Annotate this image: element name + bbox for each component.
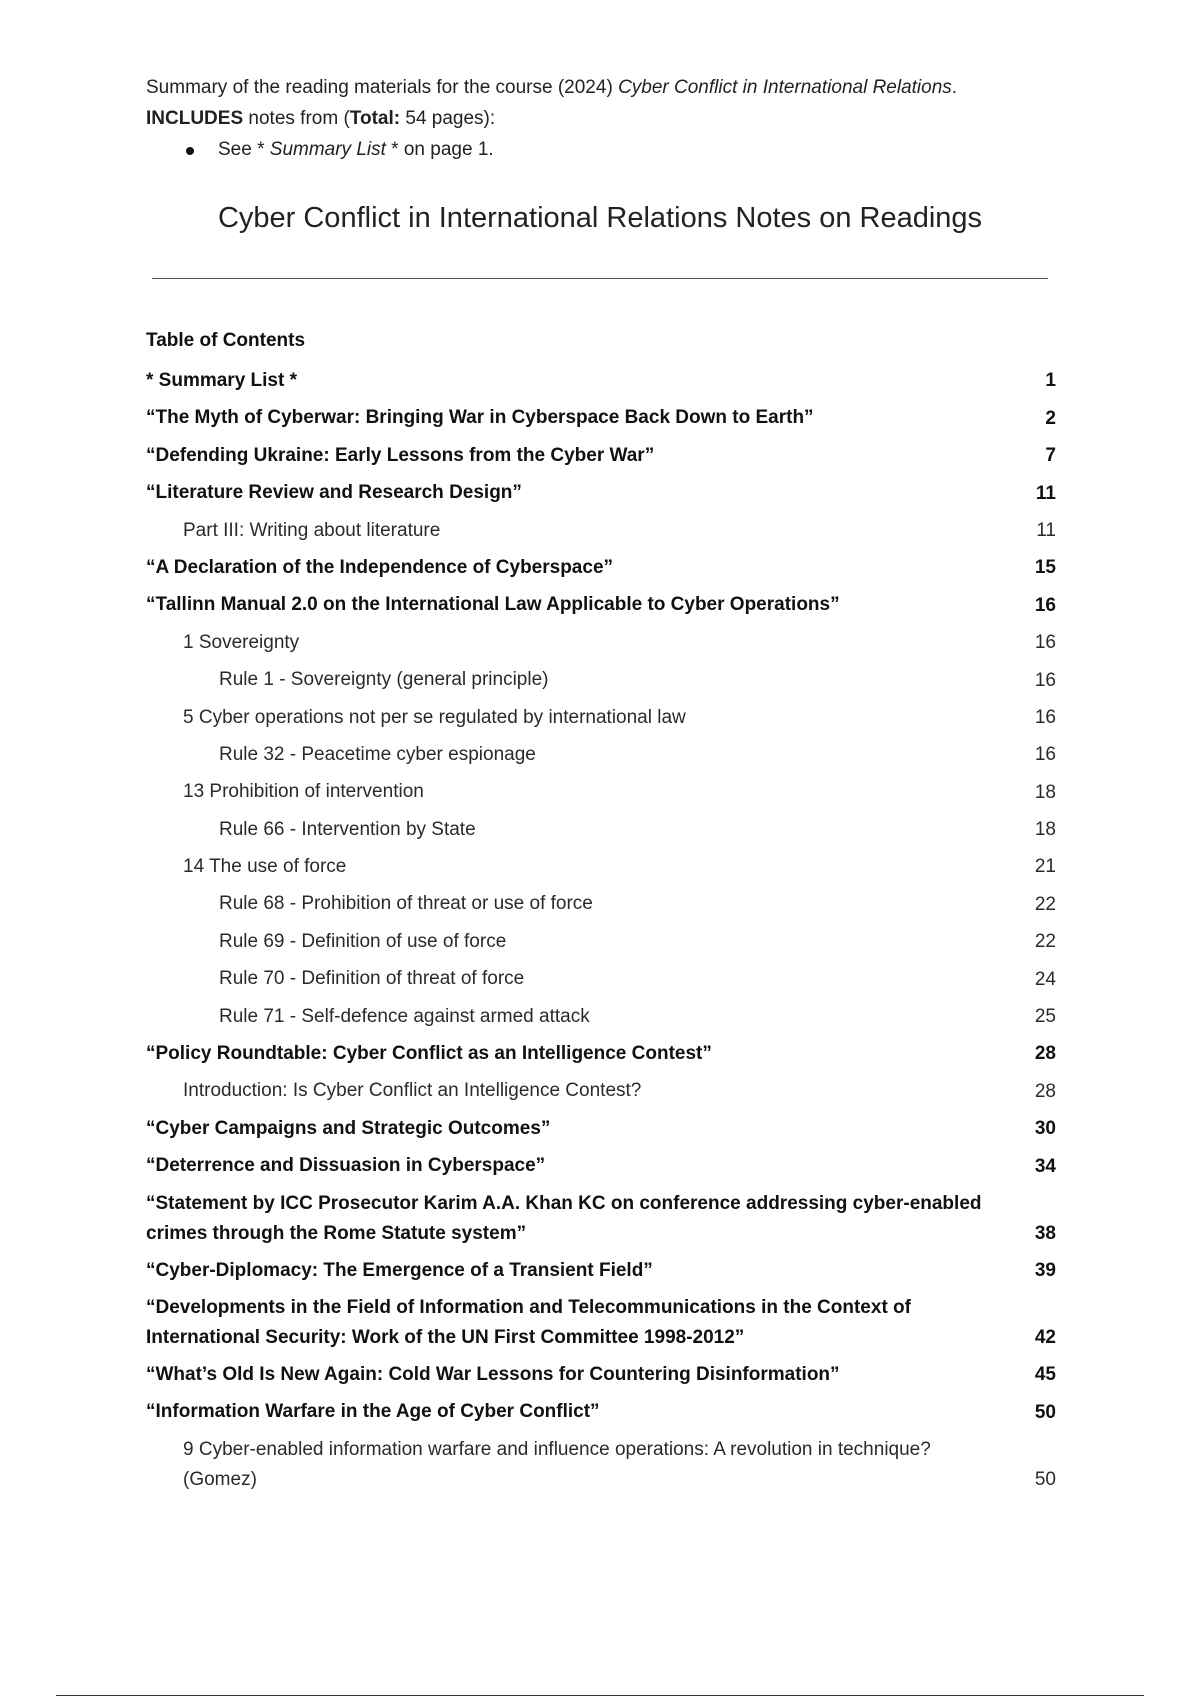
toc-entry-page-number: 38	[1034, 1222, 1056, 1244]
summary-bullet	[146, 134, 1066, 165]
toc-entry[interactable]	[146, 1186, 1056, 1253]
toc-entry-page-number: 50	[1034, 1468, 1056, 1490]
toc-entry[interactable]	[146, 812, 1056, 849]
toc-entry[interactable]	[146, 400, 1056, 437]
intro-text: Summary of the reading materials for the course (2024)	[146, 77, 619, 98]
bullet-see: See *	[218, 139, 270, 160]
toc-entry-page-number: 34	[1034, 1155, 1056, 1177]
toc-entry[interactable]	[146, 587, 1056, 624]
toc-entry[interactable]	[146, 1148, 1056, 1185]
document-header	[146, 72, 1066, 165]
bullet-text	[218, 139, 494, 160]
toc-entry-title: “Cyber-Diplomacy: The Emergence of a Transient Field”	[146, 1259, 653, 1281]
toc-entry-title: Rule 69 - Definition of use of force	[219, 930, 507, 952]
toc-entry-page-number: 11	[1035, 482, 1056, 504]
toc-entry-title: 13 Prohibition of intervention	[183, 781, 424, 803]
toc-entry-title: “Cyber Campaigns and Strategic Outcomes”	[146, 1117, 551, 1139]
toc-entry-page-number: 21	[1034, 856, 1056, 878]
toc-entry-title: 5 Cyber operations not per se regulated by international law	[183, 706, 686, 728]
toc-entry[interactable]	[146, 700, 1056, 737]
toc-entry-title: “Statement by ICC Prosecutor Karim A.A. Khan KC on conference addressing cyber-enabled crimes through the Rome Statute system”	[146, 1192, 982, 1244]
toc-entry-page-number: 39	[1034, 1259, 1056, 1281]
toc-entry-title: 1 Sovereignty	[183, 631, 300, 653]
toc-entry[interactable]	[146, 1073, 1056, 1110]
page-bottom-divider	[56, 1695, 1144, 1696]
toc-entry-page-number: 16	[1034, 594, 1056, 616]
bullet-dot-icon	[186, 147, 194, 155]
toc-entry-page-number: 30	[1034, 1118, 1056, 1140]
table-of-contents	[146, 363, 1056, 1499]
toc-entry-title: Rule 70 - Definition of threat of force	[219, 968, 525, 990]
toc-entry[interactable]	[146, 550, 1056, 587]
toc-entry-page-number: 2	[1045, 407, 1056, 429]
intro-end: .	[951, 77, 958, 98]
course-title: Cyber Conflict in International Relations	[618, 77, 952, 98]
toc-entry-page-number: 15	[1034, 557, 1056, 579]
toc-entry-title: 9 Cyber-enabled information warfare and influence operations: A revolution in technique? (Gomez)	[183, 1438, 931, 1490]
toc-entry-title: “Defending Ukraine: Early Lessons from the Cyber War”	[146, 444, 655, 466]
toc-heading: Table of Contents	[146, 330, 306, 351]
title-divider	[152, 278, 1048, 279]
toc-entry[interactable]	[146, 1111, 1056, 1148]
toc-entry[interactable]	[146, 1253, 1056, 1290]
toc-entry[interactable]	[146, 774, 1056, 811]
toc-entry-title: “Tallinn Manual 2.0 on the International Law Applicable to Cyber Operations”	[146, 594, 840, 616]
toc-entry-page-number: 25	[1034, 1006, 1056, 1028]
toc-entry-page-number: 24	[1034, 968, 1056, 990]
toc-entry[interactable]	[146, 1394, 1056, 1431]
toc-entry-page-number: 7	[1045, 445, 1056, 467]
toc-entry-page-number: 18	[1034, 819, 1056, 841]
toc-entry-title: Rule 32 - Peacetime cyber espionage	[219, 743, 536, 765]
toc-entry-title: “Developments in the Field of Information and Telecommunications in the Context of International Security: Work of the UN First Committee 1998-2012”	[146, 1296, 911, 1348]
toc-entry[interactable]	[146, 924, 1056, 961]
toc-entry-title: “A Declaration of the Independence of Cyberspace”	[146, 556, 614, 578]
toc-entry-page-number: 16	[1034, 706, 1056, 728]
toc-entry-title: “Literature Review and Research Design”	[146, 482, 522, 504]
toc-entry[interactable]	[146, 737, 1056, 774]
toc-entry[interactable]	[146, 1036, 1056, 1073]
toc-entry-page-number: 28	[1034, 1043, 1056, 1065]
toc-entry[interactable]	[146, 662, 1056, 699]
toc-entry-page-number: 16	[1034, 632, 1056, 654]
notes-from-text: notes from (	[243, 108, 350, 129]
toc-entry-title: Part III: Writing about literature	[183, 519, 441, 541]
toc-entry-title: “What’s Old Is New Again: Cold War Lessons for Countering Disinformation”	[146, 1363, 840, 1385]
includes-line	[146, 103, 1066, 134]
toc-entry[interactable]	[146, 886, 1056, 923]
toc-entry-page-number: 45	[1034, 1364, 1056, 1386]
toc-entry[interactable]	[146, 1357, 1056, 1394]
toc-entry-page-number: 16	[1034, 744, 1056, 766]
toc-entry-title: Rule 68 - Prohibition of threat or use of force	[219, 893, 593, 915]
bullet-rest: * on page 1.	[385, 139, 494, 160]
toc-entry[interactable]	[146, 475, 1056, 512]
toc-entry-page-number: 16	[1034, 669, 1056, 691]
toc-entry-title: “Policy Roundtable: Cyber Conflict as an Intelligence Contest”	[146, 1043, 712, 1065]
toc-entry-title: “Information Warfare in the Age of Cyber Conflict”	[146, 1401, 600, 1423]
total-value: 54 pages):	[400, 108, 496, 129]
toc-entry-page-number: 1	[1045, 370, 1056, 392]
intro-line	[146, 72, 1066, 103]
toc-entry[interactable]	[146, 999, 1056, 1036]
toc-entry-title: “The Myth of Cyberwar: Bringing War in Cyberspace Back Down to Earth”	[146, 407, 814, 429]
toc-entry-page-number: 18	[1034, 781, 1056, 803]
toc-entry-title: 14 The use of force	[183, 856, 347, 878]
toc-entry-title: Rule 1 - Sovereignty (general principle)	[219, 669, 549, 691]
toc-entry-title: Rule 71 - Self-defence against armed attack	[219, 1005, 590, 1027]
toc-entry[interactable]	[146, 625, 1056, 662]
toc-entry[interactable]	[146, 1290, 1056, 1357]
toc-entry-page-number: 42	[1034, 1326, 1056, 1348]
bullet-summary-link: Summary List	[269, 139, 386, 160]
toc-entry[interactable]	[146, 363, 1056, 400]
toc-entry-page-number: 22	[1034, 931, 1056, 953]
toc-entry[interactable]	[146, 513, 1056, 550]
toc-entry[interactable]	[146, 1432, 1056, 1499]
toc-entry-title: “Deterrence and Dissuasion in Cyberspace”	[146, 1155, 546, 1177]
includes-label: INCLUDES	[146, 108, 244, 129]
toc-entry-page-number: 22	[1034, 893, 1056, 915]
toc-entry-title: Rule 66 - Intervention by State	[219, 818, 476, 840]
toc-entry-page-number: 11	[1036, 519, 1056, 541]
toc-entry-page-number: 28	[1034, 1080, 1056, 1102]
document-title: Cyber Conflict in International Relations Notes on Readings	[217, 202, 983, 234]
total-label: Total:	[349, 108, 401, 129]
toc-entry-title: Introduction: Is Cyber Conflict an Intelligence Contest?	[183, 1080, 642, 1102]
toc-entry[interactable]	[146, 849, 1056, 886]
toc-entry[interactable]	[146, 961, 1056, 998]
toc-entry[interactable]	[146, 438, 1056, 475]
toc-entry-page-number: 50	[1034, 1401, 1056, 1423]
toc-entry-title: * Summary List *	[146, 370, 297, 391]
